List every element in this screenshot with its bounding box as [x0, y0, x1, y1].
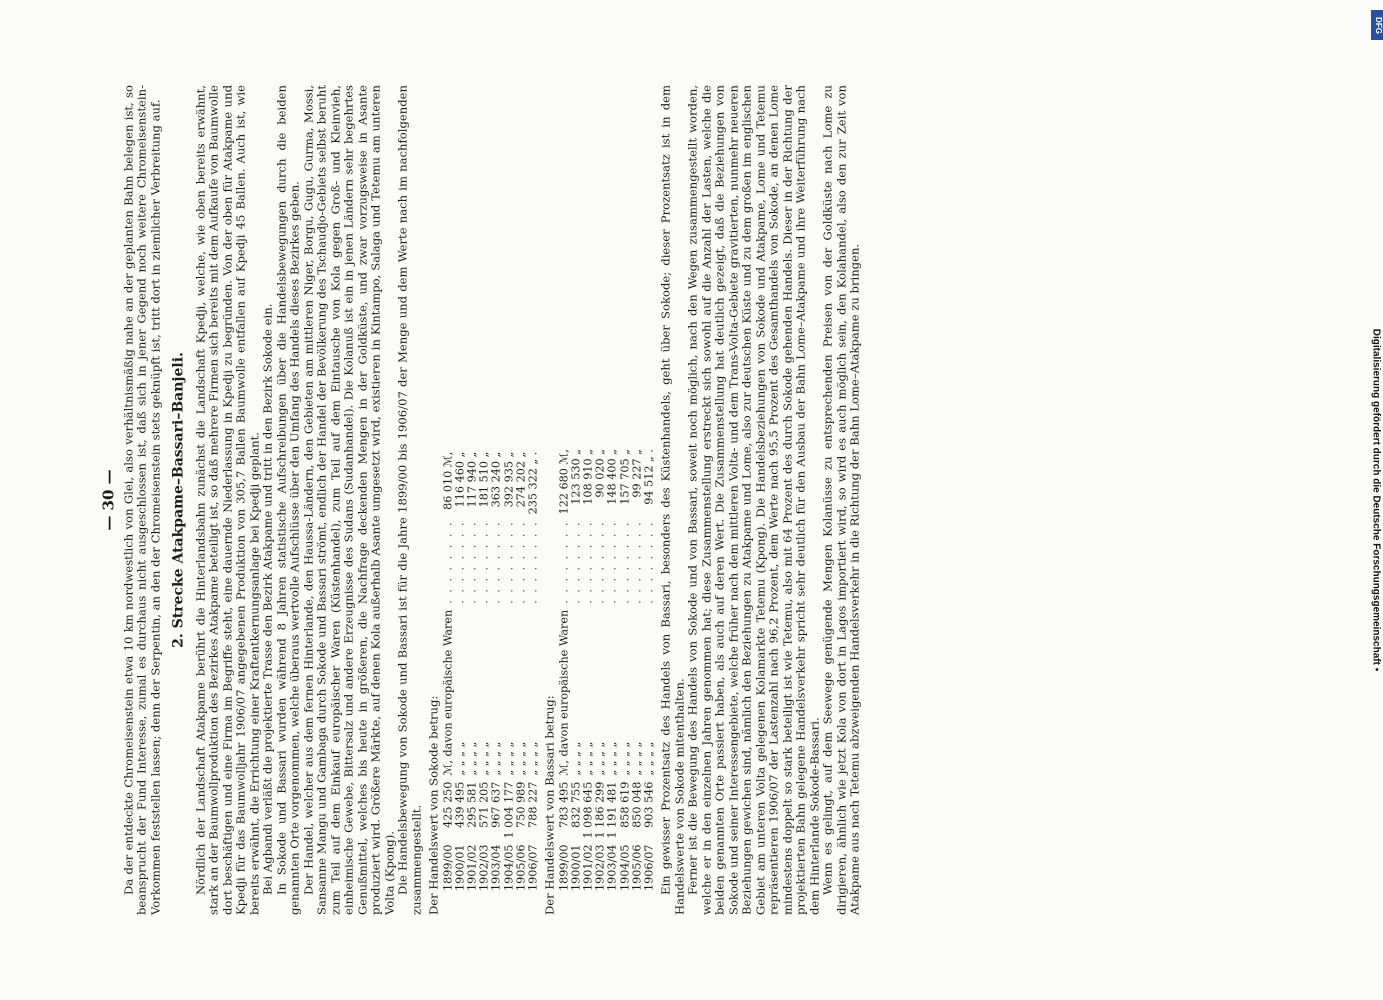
sokode-table-row [491, 446, 503, 891]
dfg-logo [1371, 10, 1383, 40]
bassari-total-cell: 832 755 [569, 781, 583, 828]
sokode-euro-cell: 392 935 „ [502, 451, 516, 508]
sokode-leader-dots: . . . . . . . . [465, 520, 479, 604]
dfg-logo-text: DFG [1373, 16, 1383, 34]
sokode-year-cell: 1899/00 [441, 844, 454, 891]
sokode-total-cell: 439 495 [453, 781, 467, 828]
bassari-euro-cell: 90 020 „ [593, 449, 607, 498]
sokode-total-cell: 571 205 [477, 781, 491, 828]
sokode-euro-cell: 181 510 „ [477, 451, 491, 508]
bassari-euro-cell: 157 705 „ [618, 449, 632, 505]
bassari-year-cell: 1904/05 [618, 844, 632, 891]
bassari-total-cell: 1 098 645 [581, 781, 595, 839]
paragraph-kpedji: Nördlich der Landschaft Atakpame berührt die Hinterlandsbahn zunächst die Landschaft Kpedji, welche, wie oben bereits erwähnt, stark an der Baumwollproduktion des Bezirkes Atakpame beteiligt ist, so daß mehrere Firmen sich bereits mit dem Aufkaufe von Baumwolle dort beschäftigen und eine Firma im Begriffe steht, eine dauernde Niederlassung in Kpedji zu begründen. Von der oben für Atakpame und Kpedji für das Baumwolljahr 1906/07 angegebenen Produktion von 305,7 Ballen Baumwolle entfallen auf Kpedji 45 Ballen. Auch ist, wie bereits erwähnt, die Errichtung einer Kraftentkernungsanlage bei Kpedji geplant. [193, 85, 261, 915]
sokode-year-cell: 1903/04 [489, 844, 503, 891]
sokode-trade-table [442, 446, 540, 891]
sokode-label-cell: ℳ, davon europäische Waren [441, 609, 454, 776]
bassari-leader-dots: . . . . . . . . [642, 520, 656, 604]
sokode-leader-dots: . . . . . . . . [514, 520, 528, 604]
bassari-year-cell: 1900/01 [569, 844, 583, 891]
sokode-table-row [503, 446, 515, 891]
bassari-total-cell: 850 048 [630, 781, 644, 828]
sokode-total-cell: 295 581 [465, 781, 479, 828]
paragraph-intro: Da der entdeckte Chromeisenstein etwa 10 km nordwestlich von Glei, also verhältnismäßig nahe an der geplanten Bahn belegen ist, so beansprucht der Fund Interesse, zumal es durchaus nicht ausgeschlossen ist, daß sich in jener Gegend noch weitere Chromeisenstein-Vorkommen feststellen lassen; denn der Serpentin, an den der Chromeisenstein stets geknüpft ist, tritt dort in ziemlicher Verbreitung auf. [121, 85, 162, 915]
bassari-total-cell: 1 191 481 [605, 781, 619, 839]
bassari-euro-cell: 108 910 „ [581, 449, 595, 505]
document-page [99, 85, 1258, 915]
sokode-euro-cell: 363 240 „ [489, 451, 503, 508]
sokode-label-cell: „ „ „ „ [526, 741, 540, 776]
sokode-label-cell: „ „ „ „ [514, 741, 528, 776]
paragraph-routes: Ferner ist die Bewegung des Handels von Sokode und von Bassari, soweit noch möglich, nach den Wegen zusammengestellt worden, welche er in den einzelnen Jahren genommen hat; diese Zusammenstellung erstreckt sich sowohl auf die Anzahl der Lasten, welche die beiden genannten Orte passiert haben, als auch auf deren Wert. Die Zusammenstellung hat deutlich gezeigt, daß die Beziehungen von Sokode und seiner Interessengebiete, welche früher nach dem mittleren Volta- und dem Trans-Volta-Gebiete gravitierten, nunmehr neueren Beziehungen gewichen sind, nämlich den Beziehungen zu Atakpame und Lome, also zur deutschen Küste und zu dem großen im englischen Gebiet am unteren Volta gelegenen Kolamarkte Tetemu (Kpong). Die Handelsbeziehungen von Sokode und Atakpame, Lome und Tetemu repräsentieren 1906/07 der Lastenzahl nach 96,2 Prozent, dem Werte nach 95,5 Prozent des Gesamthandels von Sokode, an denen Lome mindestens doppelt so stark beteiligt ist wie Tetemu, also mit 64 Prozent des durch Sokode gehenden Handels. Dieser in der Richtung der projektierten Bahn gelegene Handelsverkehr spricht sehr deutlich für den Ausbau der Bahn Lome–Atakpame und ihre Weiterführung nach dem Hinterlande Sokode-Bassari. [685, 85, 822, 915]
bassari-total-cell: 858 619 [618, 781, 632, 828]
bassari-table-row [607, 443, 619, 891]
sokode-year-cell: 1901/02 [465, 844, 479, 891]
sokode-label-cell: „ „ „ „ [465, 741, 479, 776]
sokode-label-cell: „ „ „ „ [502, 741, 516, 776]
sokode-year-cell: 1906/07 [526, 844, 540, 891]
sokode-euro-cell: 117 940 „ [465, 451, 479, 508]
bassari-total-cell: 783 495 [557, 781, 571, 828]
bassari-year-cell: 1902/03 [593, 844, 607, 891]
bassari-table-row [558, 443, 570, 891]
sokode-table-title: Der Handelswert von Sokode betrug: [426, 695, 441, 915]
paragraph-trade-summary: Die Handelsbewegung von Sokode und Bassari ist für die Jahre 1899/00 bis 1906/07 der Menge und dem Werte nach im nachfolgenden zusammengestellt. [395, 85, 423, 915]
sokode-euro-cell: 116 460 „ [453, 451, 467, 508]
bassari-leader-dots: . . . . . . . . [569, 520, 583, 604]
bassari-year-cell: 1905/06 [630, 844, 644, 891]
paragraph-trade: Der Handel, welcher aus dem fernen Hinterlande, den Haussa-Ländern, den Gebieten am mittleren Niger, Borgu, Gugu, Gurma, Mossi, Sansanne Mangu und Gambaga durch Sokode und Bassari strömt, endlich der Handel der Bevölkerung des Tschaudjo-Gebiets selbst beruht zum Teil auf dem Einkauf europäischer Waren (Küstenhandel), zum Teil auf dem Eintausche von Kola gegen Groß- und Kleinvieh, einheimische Gewebe, Bittersalz und andere Erzeugnisse des Sudans (Sudanhandel). Die Kolanuß ist ein in jenen Ländern sehr begehrtes Genußmittel, welches bis heute in größeren, die Nachfrage deckenden Mengen in der Goldküste, und zwar vorzugsweise in Asante produziert wird. Größere Märkte, auf denen Kola außerhalb Asante umgesetzt wird, existieren in Kintampo, Salaga und Tetemu am unteren Volta (Kpong). [301, 85, 396, 915]
bassari-label-cell: „ „ „ „ [630, 741, 644, 776]
sokode-total-cell: 1 004 177 [502, 781, 516, 839]
section-heading: 2. Strecke Atakpame–Bassari–Banjeli. [170, 352, 187, 648]
bassari-euro-cell: 99 227 „ [630, 449, 644, 498]
sokode-year-cell: 1904/05 [502, 844, 516, 891]
sokode-euro-cell: 274 202 „ [514, 451, 528, 508]
sokode-leader-dots: . . . . . . . . [489, 520, 503, 604]
bassari-euro-cell: 122 680 ℳ, [557, 449, 571, 515]
bassari-year-cell: 1906/07 [642, 844, 656, 891]
bassari-leader-dots: . . . . . . . . [605, 520, 619, 604]
bassari-year-cell: 1903/04 [605, 844, 619, 891]
paragraph-kola: Wenn es gelingt, auf dem Seewege genügende Mengen Kolanüsse zu entsprechenden Preisen von der Goldküste nach Lome zu dirigieren, ähnlich wie jetzt Kola von dort in Lagos importiert wird, so wird es auch möglich sein, den Kolahandel, also den zur Zeit von Atakpame aus nach Tetemu abzweigenden Handelsverkehr in die Richtung der Bahn Lome–Atakpame zu bringen. [820, 85, 862, 915]
bassari-total-cell: 1 186 299 [593, 781, 607, 839]
bassari-table-title: Der Handelswert von Bassari betrug: [542, 695, 557, 915]
bassari-label-cell: „ „ „ „ [642, 741, 656, 776]
bassari-euro-cell: 123 530 „ [569, 449, 583, 505]
sokode-leader-dots: . . . . . . . . [441, 520, 454, 604]
bassari-leader-dots: . . . . . . . . [630, 520, 644, 604]
bassari-trade-table [558, 443, 656, 891]
bassari-label-cell: „ „ „ „ [569, 741, 583, 776]
bassari-label-cell: „ „ „ „ [593, 741, 607, 776]
sokode-year-cell: 1902/03 [477, 844, 491, 891]
bassari-leader-dots: . . . . . . . . [557, 520, 571, 604]
sokode-leader-dots: . . . . . . . . [453, 520, 467, 604]
bassari-label-cell: „ „ „ „ [605, 741, 619, 776]
bassari-year-cell: 1901/02 [581, 844, 595, 891]
bassari-table-row [644, 443, 656, 891]
bassari-leader-dots: . . . . . . . . [618, 520, 632, 604]
sokode-table-row [442, 446, 454, 891]
paragraph-statistics: In Sokode und Bassari wurden während 8 Jahren statistische Aufschreibungen über die Handelsbewegungen durch die beiden genannten Orte vorgenommen, welche überaus wertvolle Aufschlüsse über den Umfang des Handels dieses Bezirkes geben. [274, 85, 302, 915]
paragraph-agbandi: Bei Agbandi verläßt die projektierte Trasse den Bezirk Atakpame und tritt in den Bezirk Sokode ein. [260, 303, 275, 895]
bassari-label-cell: „ „ „ „ [618, 741, 632, 776]
sokode-total-cell: 750 989 [514, 781, 528, 828]
bassari-leader-dots: . . . . . . . . [581, 520, 595, 604]
sokode-leader-dots: . . . . . . . . [526, 520, 540, 604]
bassari-leader-dots: . . . . . . . . [593, 520, 607, 604]
sokode-total-cell: 425 250 [441, 781, 454, 828]
paragraph-percentage: Ein gewisser Prozentsatz des Handels von Bassari, besonders des Küstenhandels, geht über Sokode; dieser Prozentsatz ist in dem Handelswerte von Sokode mitenthalten. [658, 85, 687, 915]
sokode-year-cell: 1900/01 [453, 844, 467, 891]
sokode-leader-dots: . . . . . . . . [502, 520, 516, 604]
digitization-credit: Digitalisierung gefördert durch die Deutsche Forschungsgemeinschaft • [1370, 328, 1382, 672]
sokode-table-row [527, 446, 539, 891]
sokode-total-cell: 788 227 [526, 781, 540, 828]
bassari-euro-cell: 148 400 „ [605, 449, 619, 505]
bassari-label-cell: ℳ, davon europäische Waren [557, 609, 571, 776]
page-number: — 30 — [99, 469, 118, 531]
bassari-euro-cell: 94 512 „ . [642, 449, 656, 505]
sokode-euro-cell: 235 322 „ . [526, 451, 540, 515]
sokode-euro-cell: 86 010 ℳ, [441, 451, 454, 510]
bassari-total-cell: 903 546 [642, 781, 656, 828]
bassari-table-row [619, 443, 631, 891]
sokode-label-cell: „ „ „ „ [489, 741, 503, 776]
sokode-total-cell: 967 637 [489, 781, 503, 828]
sokode-label-cell: „ „ „ „ [477, 741, 491, 776]
bassari-year-cell: 1899/00 [557, 844, 571, 891]
sokode-year-cell: 1905/06 [514, 844, 528, 891]
sokode-label-cell: „ „ „ „ [453, 741, 467, 776]
sokode-leader-dots: . . . . . . . . [477, 520, 491, 604]
bassari-label-cell: „ „ „ „ [581, 741, 595, 776]
